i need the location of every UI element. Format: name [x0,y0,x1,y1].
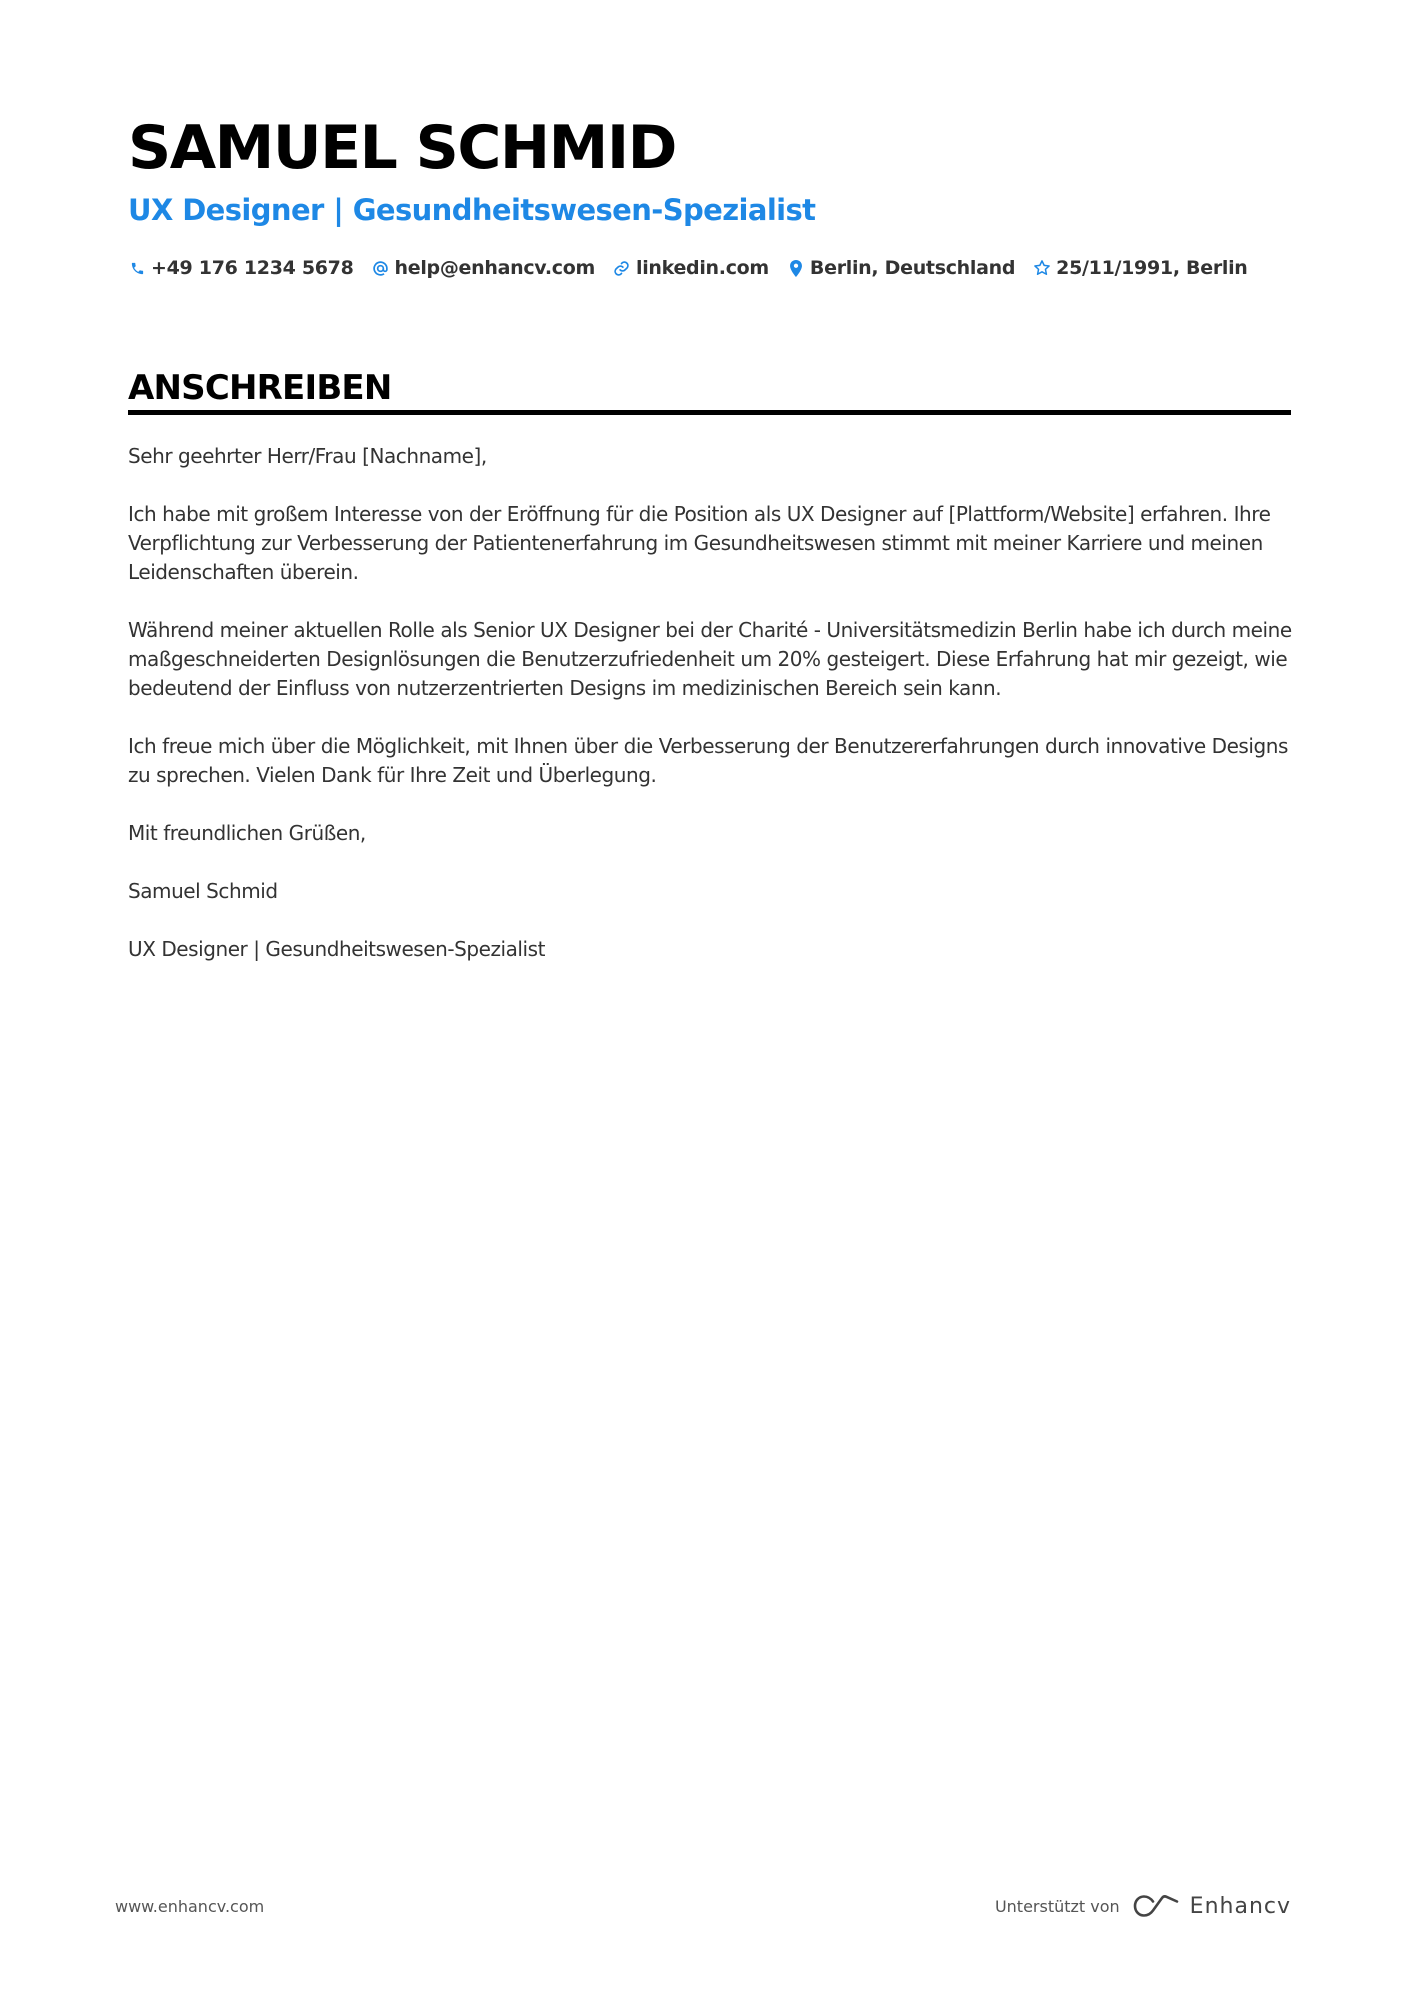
section-divider [128,410,1291,415]
letter-paragraph: Ich freue mich über die Möglichkeit, mit Ihnen über die Verbesserung der Benutzererfahrungen durch innovative Designs zu sprechen. Vielen Dank für Ihre Zeit und Überlegung. [128,734,1288,787]
link-icon [613,259,631,277]
contact-phone-text: +49 176 1234 5678 [151,257,354,279]
contact-email[interactable] [372,257,595,279]
letter-paragraph: Ich habe mit großem Interesse von der Eröffnung für die Position als UX Designer auf [Plattform/Website] erfahren. Ihre Verpflichtung zur Verbesserung der Patientenerfahrung im Gesundheitswesen stimmt mit meiner Karriere und meinen Leidenschaften überein. [128,502,1271,584]
section-title: ANSCHREIBEN [128,368,392,408]
contact-email-text: help@enhancv.com [394,257,595,279]
contact-linkedin-text: linkedin.com [635,257,769,279]
candidate-headline: UX Designer | Gesundheitswesen-Spezialist [128,193,816,227]
letter-salutation: Sehr geehrter Herr/Frau [Nachname], [128,444,487,468]
contact-location-text: Berlin, Deutschland [809,257,1016,279]
signature-name: Samuel Schmid [128,879,278,903]
footer-website-link[interactable]: www.enhancv.com [115,1897,265,1916]
enhancv-logo-icon [1132,1892,1180,1920]
contact-location [787,257,1015,279]
letter-paragraph: Während meiner aktuellen Rolle als Senior UX Designer bei der Charité - Universitätsmedizin Berlin habe ich durch meine maßgeschneiderten Designlösungen die Benutzerzufriedenheit um 20% gesteigert. Diese Erfahrung hat mir gezeigt, wie bedeutend der Einfluss von nutzerzentrierten Designs im medizinischen Bereich sein kann. [128,618,1292,700]
letter-closing: Mit freundlichen Grüßen, [128,821,366,845]
signature-title: UX Designer | Gesundheitswesen-Spezialist [128,937,546,961]
phone-icon [128,259,146,277]
powered-by-label: Unterstützt von [994,1896,1120,1916]
enhancv-brand-name: Enhancv [1189,1893,1291,1919]
location-pin-icon [787,259,805,277]
footer-branding[interactable] [995,1890,1291,1922]
contact-linkedin[interactable] [613,257,769,279]
contact-birth [1033,257,1247,279]
letter-body [128,442,1293,993]
contact-bar [128,254,1266,282]
contact-birth-text: 25/11/1991, Berlin [1056,257,1248,279]
contact-phone[interactable] [128,257,354,279]
at-icon [372,259,390,277]
star-icon [1033,259,1051,277]
candidate-name: SAMUEL SCHMID [128,113,676,183]
